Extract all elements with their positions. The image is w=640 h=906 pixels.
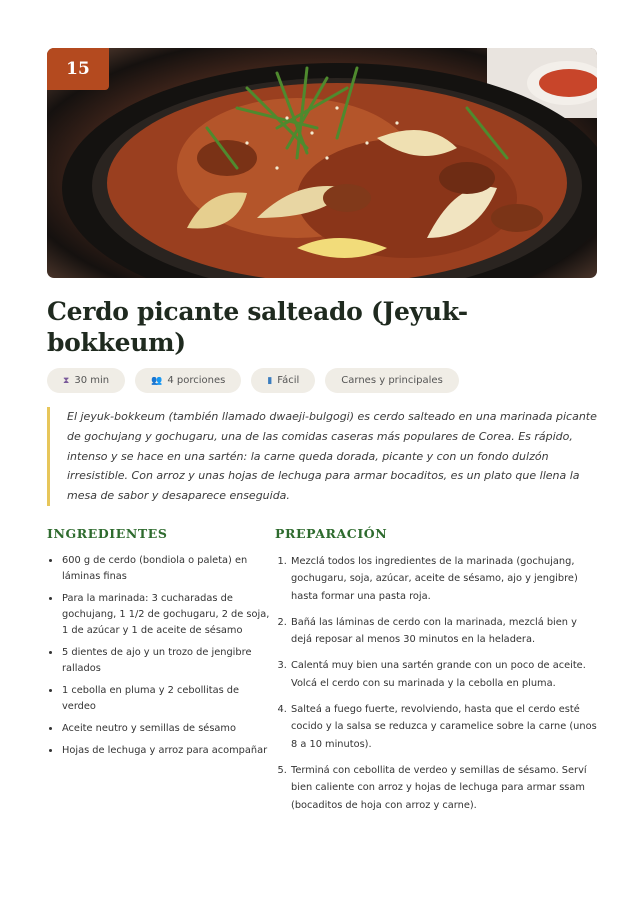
recipe-number-badge: 15 (47, 48, 109, 90)
difficulty-label: Fácil (277, 375, 300, 386)
recipe-title: Cerdo picante salteado (Jeyuk-bokkeum) (47, 297, 468, 357)
difficulty-chip (251, 368, 315, 393)
ingredients-section (47, 526, 275, 823)
difficulty-icon: ▮ (267, 375, 273, 386)
ingredient-item: • 5 dientes de ajo y un trozo de jengibre rallados (61, 645, 275, 677)
ingredients-list (47, 553, 275, 759)
time-label: 30 min (74, 375, 110, 386)
step-item: 1. Mezclá todos los ingredientes de la marinada (gochujang, gochugaru, soja, azúcar, aceite de sésamo, ajo y jengibre) hasta formar una pasta roja. (290, 553, 597, 606)
recipe-meta (47, 368, 597, 393)
people-icon: 👥 (151, 375, 163, 386)
ingredients-heading: INGREDIENTES (47, 525, 168, 541)
preparation-section (275, 526, 597, 823)
preparation-heading: PREPARACIÓN (275, 525, 388, 541)
ingredient-item: • 1 cebolla en pluma y 2 cebollitas de verdeo (61, 683, 275, 715)
ingredient-item: • Para la marinada: 3 cucharadas de gochujang, 1 1/2 de gochugaru, 2 de soja, 1 de azúcar y 1 de aceite de sésamo (61, 591, 275, 639)
time-chip (47, 368, 125, 393)
step-item: 2. Bañá las láminas de cerdo con la marinada, mezclá bien y dejá reposar al menos 30 minutos en la heladera. (290, 614, 597, 649)
step-item: 5. Terminá con cebollita de verdeo y semillas de sésamo. Serví bien caliente con arroz y hojas de lechuga para armar ssam (bocaditos de hoja con arroz y carne). (290, 762, 597, 815)
servings-label: 4 porciones (167, 375, 226, 386)
ingredient-item: • 600 g de cerdo (bondiola o paleta) en láminas finas (61, 553, 275, 585)
preparation-steps (275, 553, 597, 815)
recipe-photo (47, 48, 597, 278)
recipe-intro: El jeyuk-bokkeum (también llamado dwaeji-bulgogi) es cerdo salteado en una marinada picante de gochujang y gochugaru, una de las comidas caseras más populares de Corea. Es rápido, intenso y se hace en una sartén: la carne queda dorada, picante y con un fondo dulzón irresistible. Con arroz y unas hojas de lechuga para armar bocaditos, es un plato que llena la mesa de sabor y desaparece enseguida. (47, 407, 597, 506)
timer-icon: ⧗ (63, 375, 70, 386)
servings-chip (135, 368, 241, 393)
food-illustration (47, 48, 597, 278)
step-item: 4. Salteá a fuego fuerte, revolviendo, hasta que el cerdo esté cocido y la salsa se reduzca y caramelice sobre la carne (unos 8 a 10 minutos). (290, 701, 597, 754)
recipe-page (47, 48, 597, 823)
ingredient-item: • Aceite neutro y semillas de sésamo (61, 721, 275, 737)
ingredient-item: • Hojas de lechuga y arroz para acompañar (61, 743, 275, 759)
step-item: 3. Calentá muy bien una sartén grande con un poco de aceite. Volcá el cerdo con su marinada y la cebolla en pluma. (290, 657, 597, 692)
category-chip (325, 368, 459, 393)
recipe-body (47, 526, 597, 823)
category-label: Carnes y principales (341, 375, 443, 386)
